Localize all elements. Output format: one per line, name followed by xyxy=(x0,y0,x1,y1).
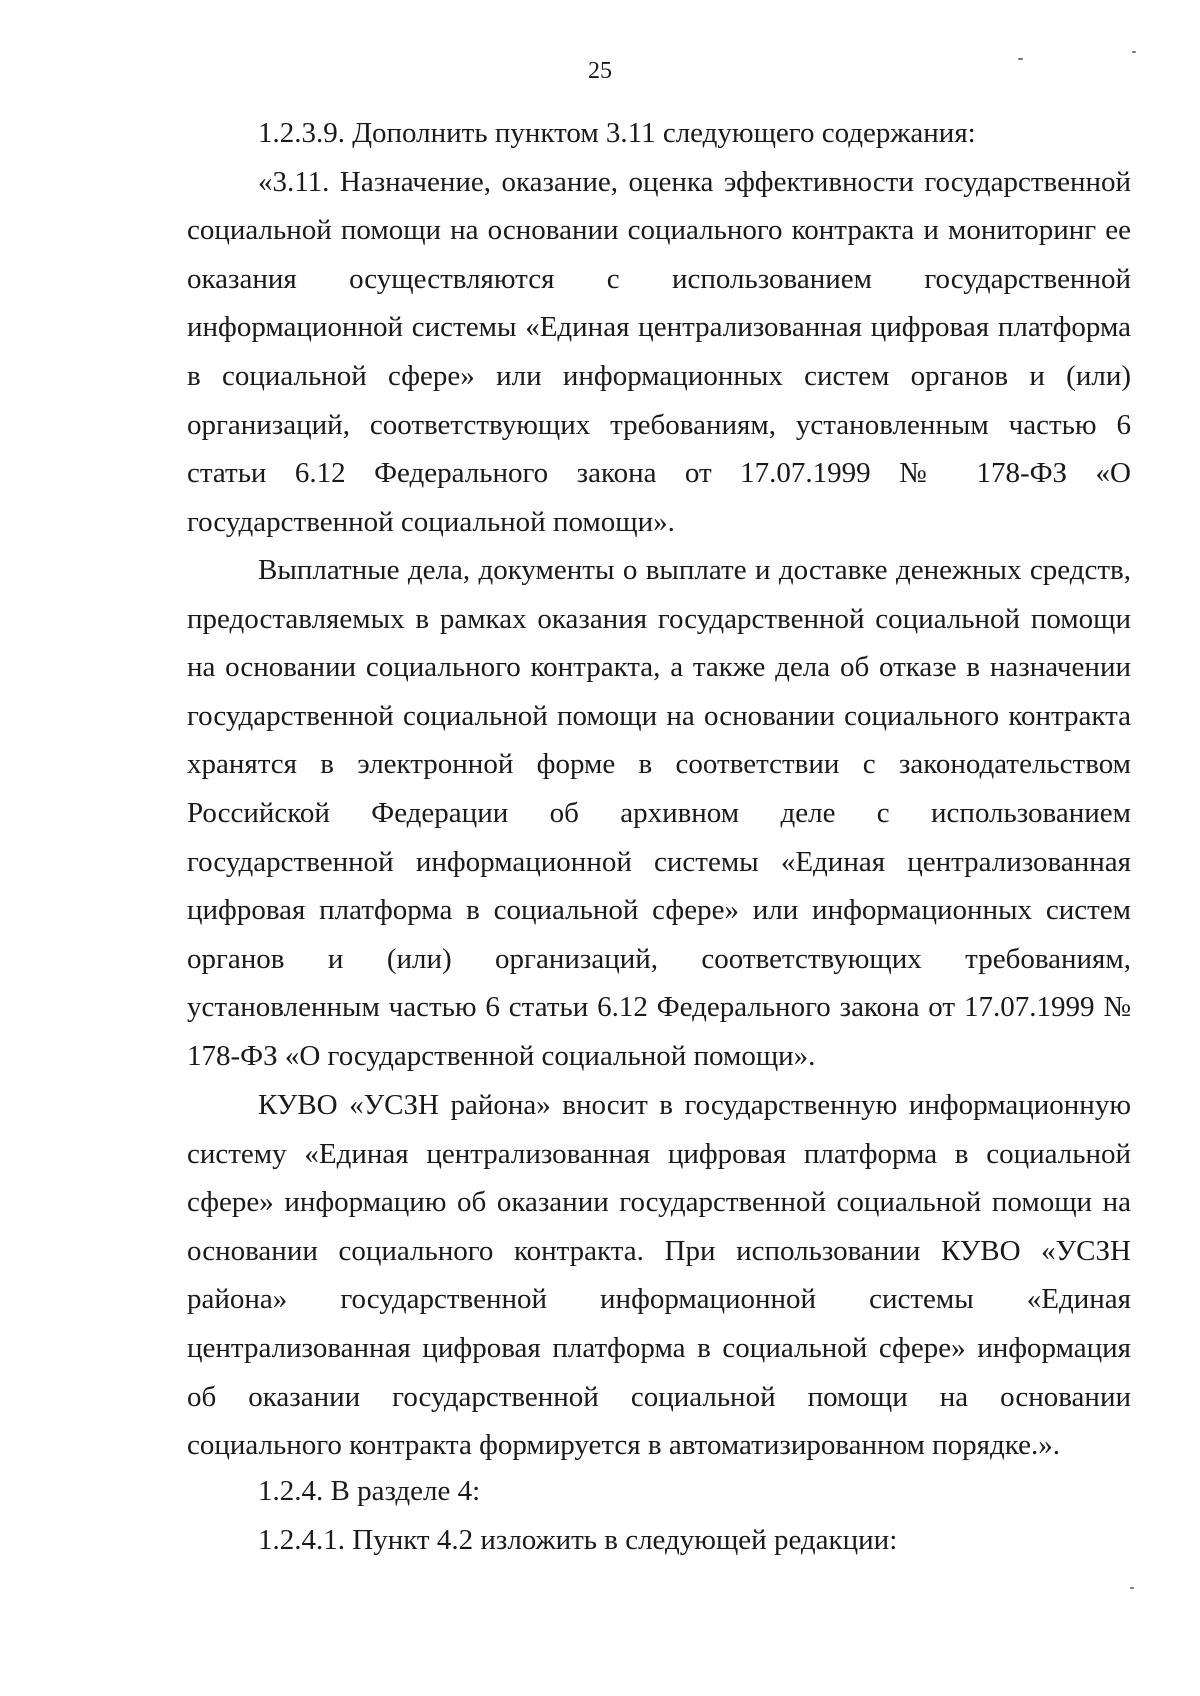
document-body xyxy=(187,109,1131,546)
document-body-section-4 xyxy=(187,1467,1131,1516)
paragraph-1-2-4: 1.2.4. В разделе 4: xyxy=(258,1475,481,1507)
document-body-continued xyxy=(187,546,1131,1081)
document-body-item-4-2 xyxy=(187,1516,1131,1565)
paragraph-1-2-3-9: 1.2.3.9. Дополнить пунктом 3.11 следующего содержания: xyxy=(258,117,976,149)
paragraph-payout-cases: Выплатные дела, документы о выплате и доставке денежных средств, предоставляемых в рамках оказания государственной социальной помощи на основании социального контракта, а также дела об отказе в назначении государственной социальной помощи на основании социального контракта хранятся в электронной форме в соответствии с законодательством Российской Федерации об архивном деле с использованием государственной информационной системы «Единая централизованная цифровая платформа в социальной сфере» или информационных систем органов и (или) организаций, соответствующих требованиям, установленным частью 6 статьи 6.12 Федерального закона от 17.07.1999 № 178-ФЗ «О государственной социальной помощи». xyxy=(187,554,1131,1072)
paragraph-kuvo-uszn: КУВО «УСЗН района» вносит в государственную информационную систему «Единая централизованная цифровая платформа в социальной сфере» информацию об оказании государственной социальной помощи на основании социального контракта. При использовании КУВО «УСЗН района» государственной информационной системы «Единая централизованная цифровая платформа в социальной сфере» информация об оказании государственной социальной помощи на основании социального контракта формируется в автоматизированном порядке.». xyxy=(187,1089,1131,1462)
page-number: 25 xyxy=(588,58,612,84)
scan-speck xyxy=(1130,1587,1134,1589)
paragraph-1-2-4-1: 1.2.4.1. Пункт 4.2 изложить в следующей редакции: xyxy=(258,1524,898,1556)
scan-speck xyxy=(1132,51,1136,53)
scan-speck xyxy=(1018,58,1023,60)
paragraph-3-11: «3.11. Назначение, оказание, оценка эффективности государственной социальной помощи на основании социального контракта и мониторинг ее оказания осуществляются с использованием государственной информационной системы «Единая централизованная цифровая платформа в социальной сфере» или информационных систем органов и (или) организаций, соответствующих требованиям, установленным частью 6 статьи 6.12 Федерального закона от 17.07.1999 № 178-ФЗ «О государственной социальной помощи». xyxy=(187,165,1131,538)
document-body-kuvo xyxy=(187,1081,1131,1470)
